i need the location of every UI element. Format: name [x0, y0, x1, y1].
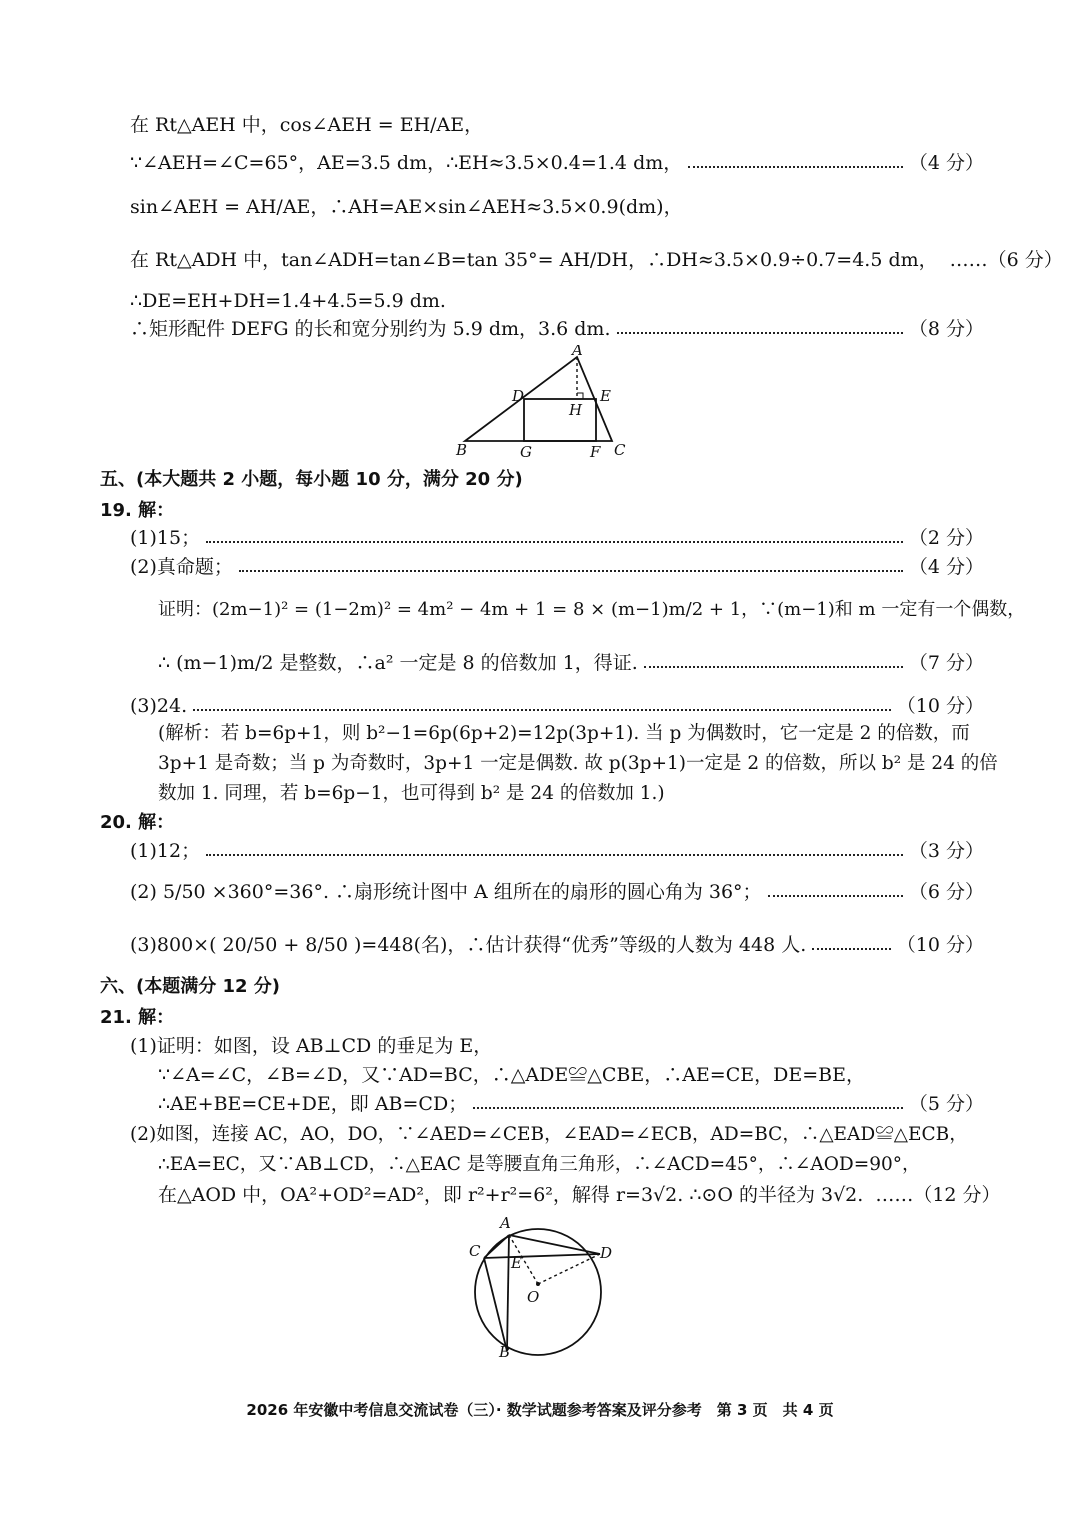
- q20-part1: [130, 836, 984, 866]
- q19-analysis-3: 数加 1. 同理，若 b=6p−1，也可得到 b² 是 24 的倍数加 1.): [158, 783, 665, 804]
- q21-line2: ∵∠A=∠C，∠B=∠D，又∵AD=BC，∴△ADE≌△CBE，∴AE=CE，DE=BE，: [158, 1064, 865, 1086]
- page-footer: 2026 年安徽中考信息交流试卷（三）· 数学试题参考答案及评分参考 第 3 页 共 4 页: [246, 1401, 834, 1419]
- label-o: O: [527, 1288, 540, 1306]
- chord-ab: [507, 1235, 509, 1351]
- label-a: A: [572, 345, 583, 359]
- q20-part3-text: (3)800×( 20/50 + 8/50 )=448(名)，∴估计获得“优秀”等级的人数为 448 人.: [130, 934, 807, 956]
- q19-analysis-2: 3p+1 是奇数；当 p 为奇数时，3p+1 一定是偶数. 故 p(3p+1)一定是 2 的倍数，所以 b² 是 24 的倍: [158, 753, 998, 774]
- q20-part2: [130, 877, 984, 907]
- line-dh: [130, 245, 1063, 275]
- score-4: （4 分）: [908, 152, 984, 174]
- leader-dots: [688, 166, 903, 168]
- q19-proof-end: [158, 648, 984, 678]
- leader-dots: [239, 570, 903, 572]
- leader-dots: [206, 854, 903, 856]
- q19-part1-text: (1)15；: [130, 527, 201, 549]
- score-6: ……（6 分）: [949, 249, 1063, 271]
- chord-cd: [484, 1254, 600, 1258]
- label-g: G: [520, 443, 532, 461]
- label-d: D: [600, 1244, 613, 1262]
- label-b: B: [499, 1343, 511, 1360]
- leader-dots: [617, 332, 903, 334]
- score-4: （4 分）: [908, 556, 984, 578]
- line-de: ∴DE=EH+DH=1.4+4.5=5.9 dm.: [130, 290, 446, 312]
- score-2: （2 分）: [908, 527, 984, 549]
- q21-line5: ∴EA=EC，又∵AB⊥CD，∴△EAC 是等腰直角三角形，∴∠ACD=45°，∴∠AOD=90°，: [158, 1154, 921, 1175]
- circle-figure: [460, 1210, 620, 1360]
- triangle-figure: [440, 345, 640, 465]
- label-h: H: [569, 401, 583, 419]
- question-21-label: 21. 解：: [100, 1007, 175, 1028]
- score-6: （6 分）: [908, 881, 984, 903]
- q19-part3: [130, 691, 984, 721]
- section-six-heading: 六、(本题满分 12 分): [100, 976, 281, 997]
- q21-line6-text: 在△AOD 中，OA²+OD²=AD²，即 r²+r²=6²，解得 r=3√2. ∴⊙O 的半径为 3√2.: [158, 1184, 864, 1206]
- line-rect-text: ∴矩形配件 DEFG 的长和宽分别约为 5.9 dm，3.6 dm.: [130, 318, 611, 340]
- line-eh-text: ∵∠AEH=∠C=65°，AE=3.5 dm，∴EH≈3.5×0.4=1.4 dm，: [130, 152, 683, 174]
- leader-dots: [644, 666, 903, 668]
- q21-part2: (2)如图，连接 AC，AO，DO，∵∠AED=∠CEB，∠EAD=∠ECB，AD=BC，∴△EAD≌△ECB，: [130, 1124, 968, 1145]
- question-20-label: 20. 解：: [100, 812, 175, 833]
- line-dh-text: 在 Rt△ADH 中，tan∠ADH=tan∠B=tan 35°= AH/DH，∴DH≈3.5×0.9÷0.7=4.5 dm，: [130, 249, 938, 271]
- q19-part2-text: (2)真命题；: [130, 556, 233, 578]
- q21-line3-text: ∴AE+BE=CE+DE，即 AB=CD；: [158, 1093, 468, 1115]
- leader-dots: [812, 948, 891, 950]
- q20-part3: [130, 930, 984, 960]
- section-five-heading: 五、(本大题共 2 小题，每小题 10 分，满分 20 分): [100, 469, 523, 490]
- score-8: （8 分）: [908, 318, 984, 340]
- label-c: C: [614, 441, 626, 459]
- label-e: E: [511, 1254, 522, 1272]
- line-sin-aeh: sin∠AEH = AH/AE，∴AH=AE×sin∠AEH≈3.5×0.9(dm)，: [130, 196, 683, 218]
- q19-analysis-1: (解析：若 b=6p+1，则 b²−1=6p(6p+2)=12p(3p+1). 当 p 为偶数时，它一定是 2 的倍数，而: [158, 723, 970, 744]
- q21-line3: [158, 1089, 984, 1119]
- label-e: E: [600, 387, 611, 405]
- score-5: （5 分）: [908, 1093, 984, 1115]
- label-f: F: [590, 443, 601, 461]
- label-d: D: [512, 387, 525, 405]
- score-12: ……（12 分）: [875, 1184, 1001, 1206]
- score-10: （10 分）: [896, 695, 984, 717]
- q19-proof: 证明：(2m−1)² = (1−2m)² = 4m² − 4m + 1 = 8 × (m−1)m/2 + 1，∵(m−1)和 m 一定有一个偶数，: [158, 599, 1026, 620]
- line-rect: [130, 314, 984, 344]
- segment-cb: [484, 1258, 507, 1351]
- q20-part2-text: (2) 5/50 ×360°=36°. ∴扇形统计图中 A 组所在的扇形的圆心角为 36°；: [130, 881, 762, 903]
- q19-part1: [130, 523, 984, 553]
- question-19-label: 19. 解：: [100, 500, 175, 521]
- rectangle-defg: [524, 399, 596, 441]
- label-c: C: [469, 1242, 481, 1260]
- q21-part1: (1)证明：如图，设 AB⊥CD 的垂足为 E，: [130, 1035, 493, 1057]
- line-eh: [130, 148, 984, 178]
- label-a: A: [500, 1214, 511, 1232]
- segment-ac: [484, 1235, 509, 1258]
- leader-dots: [206, 541, 903, 543]
- q20-part1-text: (1)12；: [130, 840, 201, 862]
- q19-part3-text: (3)24.: [130, 695, 188, 717]
- leader-dots: [473, 1107, 903, 1109]
- score-10: （10 分）: [896, 934, 984, 956]
- q19-proof-end-text: ∴ (m−1)m/2 是整数，∴a² 一定是 8 的倍数加 1，得证.: [158, 652, 638, 674]
- segment-ad: [509, 1235, 600, 1254]
- q19-part2: [130, 552, 984, 582]
- line-cos-aeh: 在 Rt△AEH 中，cos∠AEH = EH/AE，: [130, 114, 484, 136]
- center-point: [536, 1282, 540, 1286]
- leader-dots: [193, 709, 891, 711]
- leader-dots: [768, 895, 903, 897]
- score-3: （3 分）: [908, 840, 984, 862]
- q21-line6: [158, 1180, 1001, 1210]
- score-7: （7 分）: [908, 652, 984, 674]
- label-b: B: [456, 441, 468, 459]
